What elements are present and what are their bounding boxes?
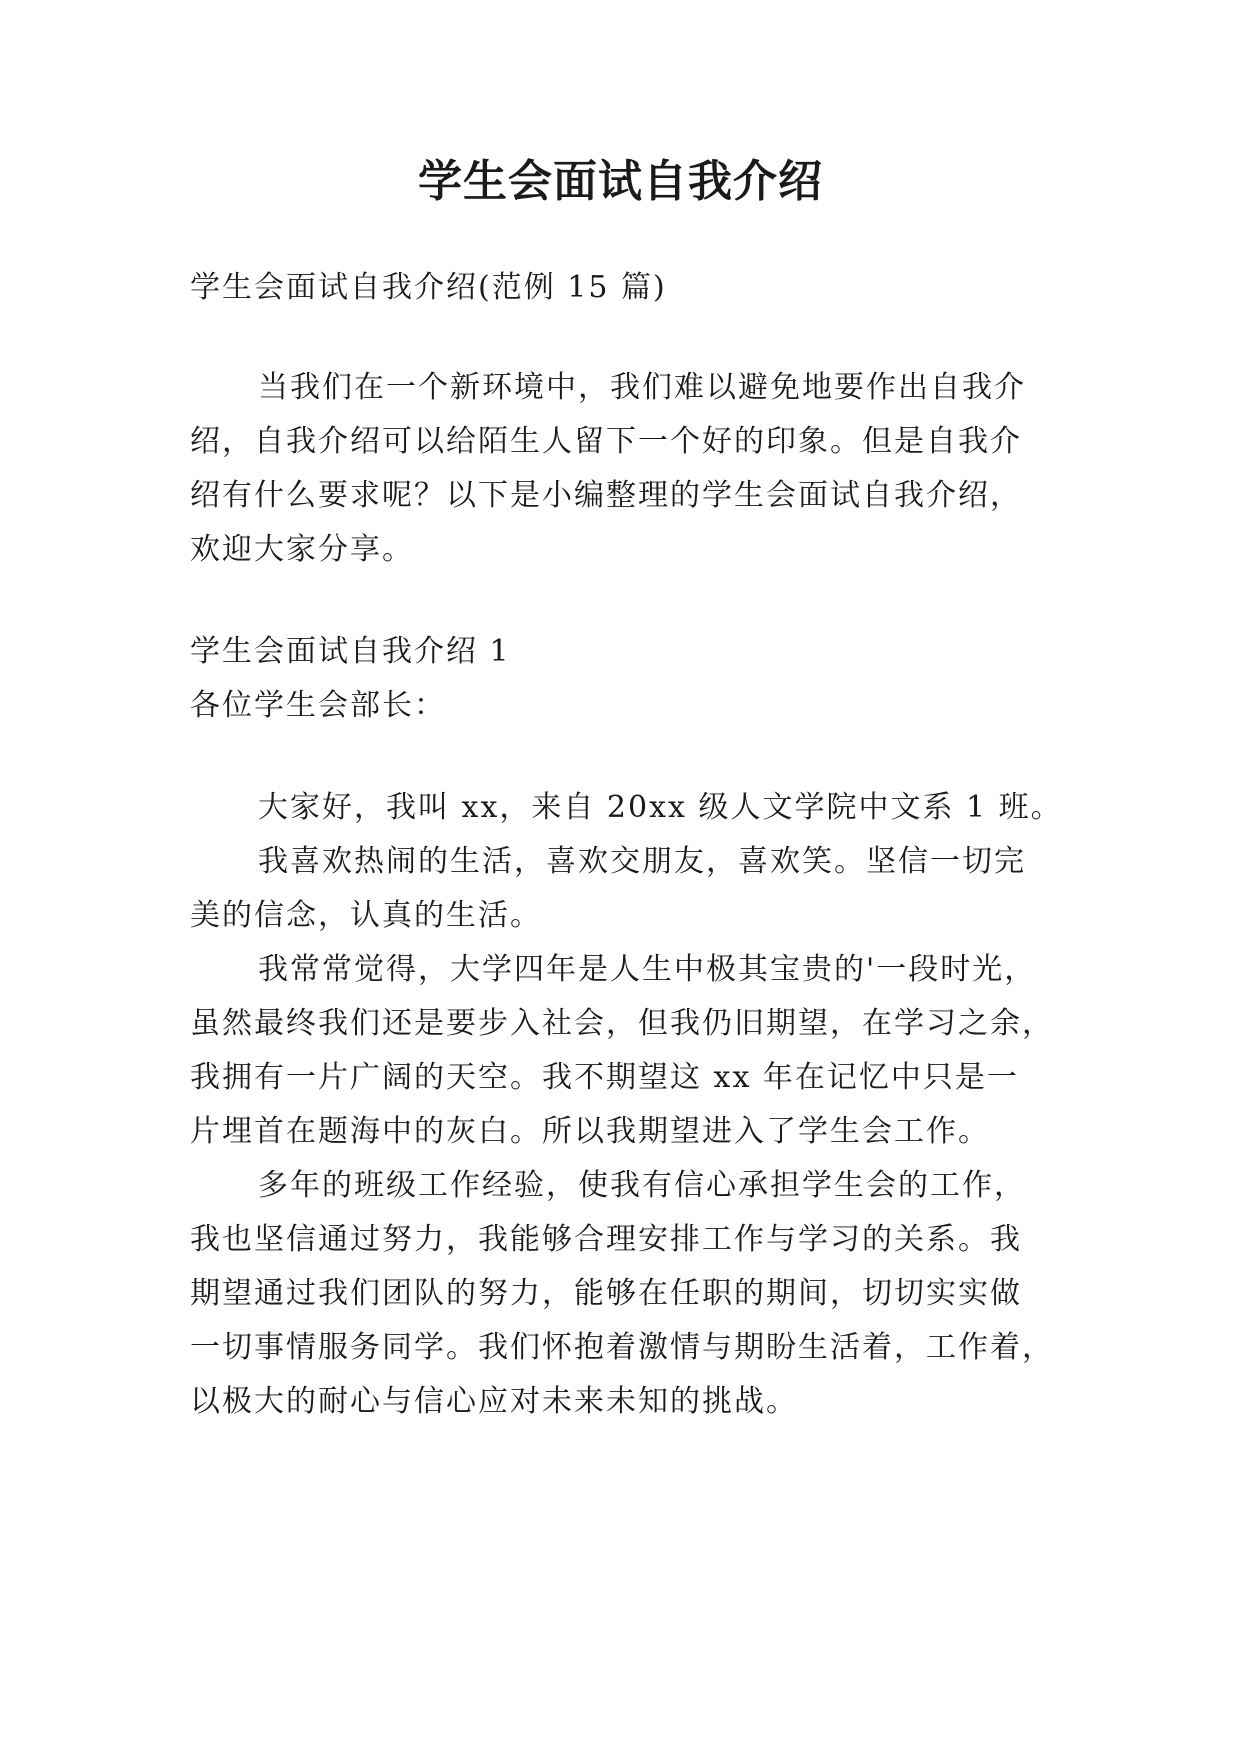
body-line: 期望通过我们团队的努力，能够在任职的期间，切切实实做 (190, 1276, 1022, 1311)
body-line: 大家好，我叫 xx，来自 20xx 级人文学院中文系 1 班。 (258, 790, 1063, 825)
section-heading: 学生会面试自我介绍 1 (190, 634, 511, 669)
body-line: 片埋首在题海中的灰白。所以我期望进入了学生会工作。 (190, 1114, 990, 1149)
intro-line: 欢迎大家分享。 (190, 532, 414, 567)
document-subtitle: 学生会面试自我介绍(范例 15 篇) (190, 270, 667, 305)
salutation: 各位学生会部长： (190, 688, 446, 723)
body-line: 我常常觉得，大学四年是人生中极其宝贵的'一段时光， (258, 952, 1037, 987)
intro-line: 当我们在一个新环境中，我们难以避免地要作出自我介 (258, 370, 1026, 405)
body-line: 我也坚信通过努力，我能够合理安排工作与学习的关系。我 (190, 1222, 1022, 1257)
body-line: 我拥有一片广阔的天空。我不期望这 xx 年在记忆中只是一 (190, 1060, 1019, 1095)
body-line: 一切事情服务同学。我们怀抱着激情与期盼生活着，工作着， (190, 1330, 1054, 1365)
intro-line: 绍，自我介绍可以给陌生人留下一个好的印象。但是自我介 (190, 424, 1022, 459)
intro-line: 绍有什么要求呢？以下是小编整理的学生会面试自我介绍， (190, 478, 1022, 513)
body-line: 多年的班级工作经验，使我有信心承担学生会的工作， (258, 1168, 1026, 1203)
body-line: 以极大的耐心与信心应对未来未知的挑战。 (190, 1384, 798, 1419)
body-line: 美的信念，认真的生活。 (190, 898, 542, 933)
document-title: 学生会面试自我介绍 (418, 156, 823, 207)
body-line: 我喜欢热闹的生活，喜欢交朋友，喜欢笑。坚信一切完 (258, 844, 1026, 879)
body-line: 虽然最终我们还是要步入社会，但我仍旧期望，在学习之余， (190, 1006, 1054, 1041)
